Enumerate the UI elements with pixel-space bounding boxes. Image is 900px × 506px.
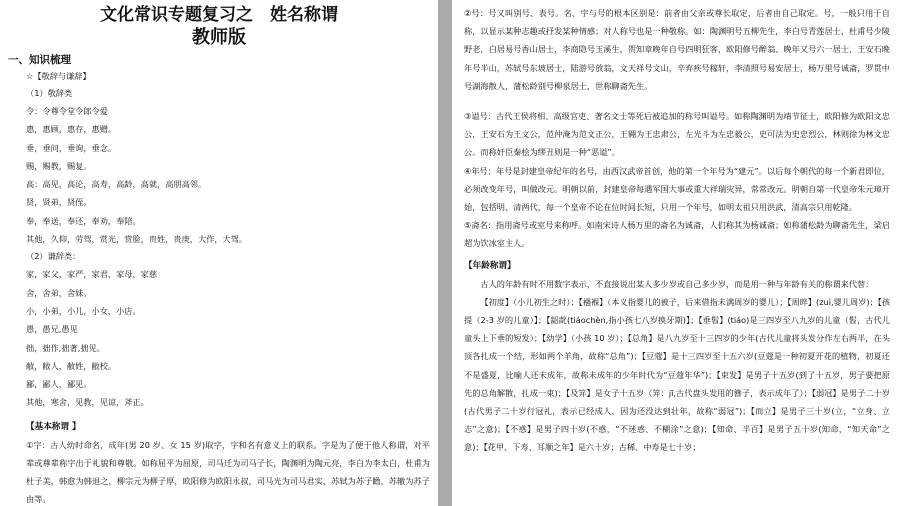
honorific-line: 其他，久仰，劳驾，赏光，赏脸，贵姓，贵庚，大作，大驾。 [26,234,248,245]
courtesy-name-paragraph: ①字：古人幼时命名，成年(男 20 岁、女 15 岁)取字，字和名有意义上的联系。字是为了便于他人称谓，对平辈或尊辈称字出于礼貌和尊敬。如称屈平为屈原，司马迁为司马子长，陶渊明为陶元亮，李白为李太白，杜甫为杜子美，韩愈为韩退之，柳宗元为柳子厚，欧阳修为欧阳永叔，司马光为司马君实，苏轼为苏子瞻，苏辙为苏子由等。 [26,439,430,505]
subsection-heading-honorifics: ☆【敬辞与谦辞】 [26,71,91,81]
posthumous-name-paragraph: ③谥号：古代王侯将相、高级官吏、著名文士等死后被追加的称号叫谥号。如称陶渊明为靖节征士，欧阳修为欧阳文忠公，王安石为王文公，范仲淹为范文正公，王翱为王忠肃公，左光斗为左忠毅公，史可法为史忠烈公，林则徐为林文忠公。而称奸臣秦桧为缪丑则是一种“恶谥”。 [464,111,890,158]
honorific-line: 令：令尊令堂令郎令爱 [26,106,108,116]
humble-line: 小，小弟，小儿，小女，小店。 [26,305,141,316]
art-name-paragraph: ②号：号又叫别号、表号。名、字与号的根本区别是：前者由父亲或尊长取定，后者由自己取定。号，一般只用于自称，以显示某种志趣或抒发某种情感；对人称号也是一种敬称。如：陶渊明号五柳先生，李白号青莲居士，杜甫号少陵野老，白居易号香山居士，李商隐号玉溪生，贺知章晚年自号四明狂客，欧阳修号醉翁、晚年又号六一居士，王安石晚年号半山，苏轼号东坡居士，陆游号放翁，文天祥号文山，辛弃疾号稼轩，李清照号易安居士，杨万里号诚斋，罗贯中号湖海散人，蒲松龄别号柳泉居士，世称聊斋先生。 [464,8,890,91]
age-appellation-heading: 【年龄称谓】 [464,260,516,271]
document-subtitle: 教师版 [192,27,246,48]
basic-appellation-heading: 【基本称谓 】 [26,421,81,432]
document-page-right [452,0,900,506]
humble-line: 其他，寒舍，见教，见谅，斧正。 [26,397,149,408]
honorific-line: 惠，惠顾，惠存，惠赠。 [26,124,117,135]
document-page-left [0,0,438,506]
honorific-list-heading: （1）敬辞类 [26,88,73,98]
humble-line: 家，家父，家严，家君，家母，家慈 [26,269,158,280]
age-intro-paragraph: 古人的年龄有时不用数字表示，不直接说出某人多少岁或自己多少岁，而是用一种与年龄有关的称谓来代替： [480,278,874,289]
studio-name-paragraph: ⑤斋名：指用斋号或室号来称呼。如南宋诗人杨万里的斋名为诚斋，人们称其为杨诚斋；如称蒲松龄为聊斋先生，梁启超为饮冰室主人。 [464,220,890,249]
paragraph-gap [464,95,890,107]
honorific-line: 奉，奉送，奉还，奉劝，奉陪。 [26,215,141,226]
humble-line: 舍，舍弟，舍妹。 [26,287,92,298]
humble-line: 敝，敝人，敝姓，敝校。 [26,360,117,371]
document-title: 文化常识专题复习之 姓名称谓 [100,5,338,25]
humble-list-heading: （2）谦辞类： [26,251,81,262]
honorific-line: 贤，贤弟，贤侄。 [26,197,92,208]
honorific-line: 赐，赐教，赐复。 [26,160,92,171]
age-terms-paragraph: 【初度】（小儿初生之时）；【襁褓】（本义指婴儿的被子，后来借指未满周岁的婴儿）；【周晬】(zuì,婴儿周岁)；【孩提（2-3 岁的儿童）】；【龆龀(tiáochèn,指小孩七八岁换牙期)】；【垂髫】(tiáo)是三四岁至八九岁的儿童（髫，古代儿童头上下垂的短发）；【幼学】（小孩 10 岁）；【总角】是八九岁至十三四岁的少年(古代儿童将头发分作左右两半，在头顶各扎成一个结，形如两个羊角，故称“总角”)；【豆蔻】是十三四岁至十五六岁(豆蔻是一种初夏开花的植物，初夏还不是盛夏，比喻人还未成年，故称未成年的少年时代为“豆蔻年华”)；【束发】是男子十五岁(到了十五岁，男子要把原先的总角解散，扎成一束)；【及笄】是女子十五岁（笄：jī,古代盘头发用的簪子，表示成年了）；【弱冠】是男子二十岁(古代男子二十岁行冠礼，表示已经成人，因为还没达到壮年，故称“弱冠”)；【而立】是男子三十岁(立，“立身、立志”之意)；【不惑】是男子四十岁(不惑，“不迷惑、不糊涂”之意)；【知命、半百】是男子五十岁(知命，“知天命”之意)；【花甲、下寿、耳顺之年】是六十岁；古稀、中寿是七十岁； [464,296,891,453]
era-name-paragraph: ④年号：年号是封建皇帝纪年的名号，由西汉武帝首创，他的第一个年号为“建元”。以后每个朝代的每一个新君即位，必须改变年号，叫做改元。明朝以前，封建皇帝每遇军国大事或重大祥瑞灾异，常常改元。明朝自第一代皇帝朱元璋开始，包括明、清两代，每一个皇帝不论在位时间长短，只用一个年号，如明太祖只用洪武，清高宗只用乾隆。 [464,165,890,213]
humble-line: 愚，愚兄,愚见 [26,324,78,335]
humble-line: 鄙，鄙人，鄙见。 [26,379,92,390]
humble-line: 拙，拙作,拙著,拙见。 [26,342,105,353]
honorific-line: 垂，垂问，垂询，垂念。 [26,142,117,153]
honorific-line: 高：高见，高论，高寿，高龄，高就，高朋高邻。 [26,179,207,190]
section-heading-knowledge: 一、知识梳理 [8,54,71,66]
